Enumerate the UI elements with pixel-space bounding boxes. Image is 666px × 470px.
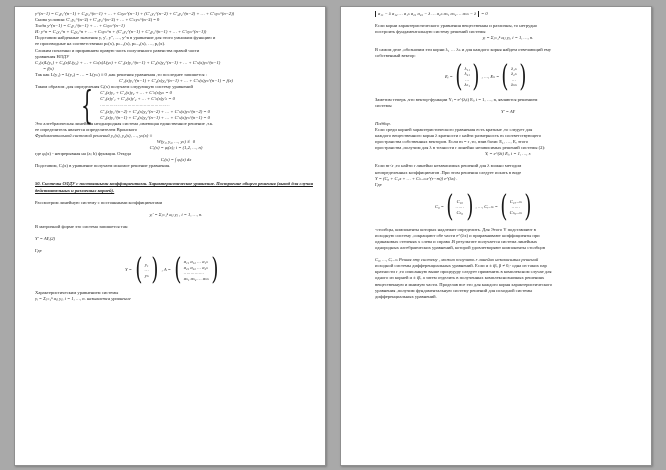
- system-row: ……………………………………………: [100, 102, 170, 108]
- text-powers: одинаковых степенях x слева и справа .В результате получается система линейных: [375, 238, 538, 244]
- text-multiple-roots: Если среди корней характеристического уравнения есть кратные ,то следует для: [375, 126, 533, 132]
- c-columns-formula: C₀ = ( C₁₀ …… Cₙ₀ ) , …, Cᵣ₋ₘ = ( C₁,ᵣ₋ₘ …… Cₙ,ᵣ₋ₘ ): [435, 188, 532, 224]
- formula-y-n-1-expanded: y^(n−1) = C₁y₁^(n−1) + C₂y₂^(n−1) + … + Cₙyₙ^(n−1) + (C′₁y₁^(n−2) + C′₂y₂^(n−2) + … + C′ₙyₙ^(n−2)): [35, 11, 235, 16]
- text-derivatives: ее производные на соответственно pₙ(x), pₙ₋₁(x), pₙ₋₂(x), …, p₁(x).: [35, 41, 166, 47]
- text-phi-continuous: где φᵢ(x) - непрерывная на (a; b) функция. Откуда: [35, 151, 132, 157]
- text-selection: Подбор.: [375, 120, 391, 126]
- formula-sum-L: C₁(x)L(y₁) + C₂(x)L(y₂) + … + Cₙ(x)L(yₙ) + C′₁(x)y₁^(n−1) + C′₂(x)y₂^(n−1) + … + C′ₙ(x)yₙ^(n−1): [35, 59, 221, 65]
- formula-matrix-eq: Y′ = AY,(2): [35, 235, 56, 241]
- vector-entry: ……: [511, 204, 520, 210]
- vector-entry: C₁₀: [456, 198, 463, 204]
- formula-c-prime-phi: C′ᵢ(x) = φᵢ(x); i = (1,2, …, n): [149, 145, 203, 151]
- text-consider-system: Рассмотрим линейную систему с постоянными коэффициентами: [35, 199, 163, 205]
- vector-entry: λ₁ₙ: [511, 65, 517, 71]
- text-denote-roots: В самом деле ,обозначим эти корни λ₁ … λₙ и для каждого корня найдем отвечающий ему: [375, 47, 552, 53]
- vector-entry: λ₁₁: [464, 65, 470, 71]
- e-dots: , …, Eₙ =: [481, 73, 500, 79]
- text-where: Где: [35, 248, 42, 253]
- vector-entry: …: [465, 76, 470, 82]
- matrix-row: ……………: [183, 270, 205, 276]
- system-row: C′₁(x)y₁^(n−1) + C′₂(x)y₂^(n−1) + … + C′ₙ(x)yₙ^(n−1) = 0: [100, 114, 210, 120]
- section-heading-50: 50. Системы ОЛДУ с постоянными коэффициентами. Характеристическое уравнение. Построение общего решения (вывод для случая действительных и различных корней).: [35, 181, 313, 193]
- formula-c-integral: Cᵢ(x) = ∫ φᵢ(x) dx: [160, 157, 192, 163]
- text-build-fundamental: построить фундаментальную систему решений системы: [375, 29, 486, 35]
- text-independent-solutions: пространства ,получим для λ в точности r линейно независимых решений системы (2):: [375, 145, 546, 151]
- formula-y-n-1: Тогда y^(n−1) = C₁y₁^(n−1) + … + Cₙyₙ^(n−1): [35, 23, 125, 29]
- formula-y-poly: Y = (C₀ + C₁x + … + Cₙ₋ₘx^(r−m)) e^(λx) .: [375, 175, 458, 181]
- text-wronskian: ее определитель является определителем Вронского: [35, 126, 138, 132]
- text-fundamental-final: уравнения ,получим фундаментальную систему решений для исходной системы: [375, 287, 533, 293]
- text-diff-eq: дифференциальных уравнений.: [375, 293, 437, 299]
- matrix-row: a₂₁ a₂₂ … a₂ₙ: [183, 264, 208, 270]
- system-row: C′₁(x)y₁ + C′₂(x)y₂ + … + C′ₙ(x)yₙ = 0: [100, 90, 172, 96]
- text-system: системы: [375, 102, 392, 108]
- text-algebraic: Это алгебраическая линейная неоднородная система ,имеющая единственное решение ,т.к.: [35, 120, 214, 126]
- condition-line: Снова условия: C′₁y₁^(n−2) + C′₂y₂^(n−2) + … + C′ₙyₙ^(n−2) = 0: [35, 17, 160, 23]
- text-fundamental: Фундаментальной системой решений y₁(x), y₂(x), …, yₙ(x) ≡: [35, 132, 153, 138]
- vector-entry: λₙₙ: [511, 82, 517, 88]
- vector-entry: λₙ₁: [464, 82, 470, 88]
- formula-y-i-e: Yᵢ = e^(λt) Eᵢ, i = 1, …, r.: [484, 151, 532, 157]
- determinant-row: a₁₁ − λ a₁₂ … a₁ₙ: [378, 11, 410, 17]
- text-eigenvector: собственный вектор:: [375, 53, 416, 59]
- formula-eq-f: = f(x): [43, 65, 54, 71]
- text-vector-functions: Заметим теперь ,что вектор-функции Yᵢ = e^(λᵢt) Eᵢ, i = 1, …, n, являются решением: [375, 96, 538, 102]
- text-multiplicity: каждого вещественного корня λ кратности r найти размерность m соответствующего: [375, 133, 542, 139]
- vector-entry: yₙ: [144, 272, 149, 278]
- text-substitute-c: Подставим, Cᵢ(x) в уравнение получаем искомое решение уравнения.: [35, 163, 171, 169]
- matrix-row: aₙ₁ aₙ₂ … aₙₙ: [183, 275, 209, 281]
- text-reduce: исходную систему ,сокращают обе части e^(λx) и приравнивают коэффициенты при: [375, 232, 540, 238]
- system-row: C′₁(x)y₁^(n−2) + C′₂(x)y₂^(n−2) + … + C′ₙ(x)yₙ^(n−2) = 0: [100, 108, 210, 114]
- e-label: Eᵢ =: [445, 73, 453, 79]
- text-char-eq-called: yᵢ = Σⱼ₌₁ⁿ aᵢⱼ yⱼ, i = 1, …, n. называется уравнение: [35, 296, 131, 302]
- vector-entry: C₁,ᵣ₋ₘ: [509, 198, 522, 204]
- system-row: C′₁(x)y′₁ + C′₂(x)y′₂ + … + C′ₙ(x)y′ₙ = 0: [100, 96, 175, 102]
- vector-entry: Cₙ₀: [456, 209, 463, 215]
- formula-y-prime-ay: Y′ = AY: [501, 108, 515, 114]
- system-brace: {: [81, 83, 94, 128]
- text-substitute: Подставим найденные значения y, y′, y″, …, y^n в уравнение для этого умножим функцию и: [35, 35, 216, 41]
- text-separate: одного из корней α ± iβ, а затем отделить в полученных комплекснозначных решениях: [375, 275, 545, 281]
- text-since-L: Так как L(y₁) = L(y₂) = … = L(yₙ) ≡ 0 ,как решения уравнения ,то последнее запишется :: [35, 71, 207, 77]
- text-homogeneous: однородных алгебраических уравнений, которой удовлетворяют компоненты столбцов: [375, 245, 546, 251]
- text-matrix-form: В матричной форме это система запишется так:: [35, 223, 129, 229]
- determinant-equals: = 0: [481, 11, 488, 16]
- text-nlde: уравнения НЛДУ: [35, 53, 70, 59]
- text-complex-pair: исходной системы дифференциальных уравнений. Если α ± iβ, β ≠ 0,- одна из таких пар: [375, 263, 547, 269]
- document-page-left: [14, 6, 326, 466]
- vector-entry: …: [511, 76, 516, 82]
- formula-wronskian: W(y₁, y₂, …, yₙ) ≢ 0: [156, 138, 196, 144]
- vector-entry: λ₂ₙ: [511, 71, 517, 77]
- text-procedure: кратности r ,то описанную выше процедуру следует применить в комплексном случае для: [375, 269, 552, 275]
- vector-entry: ……: [455, 204, 464, 210]
- text-solving: C₀, …, Cᵣ₋ₘ Решая эту систему , можно получить r линейно независимых решений: [375, 257, 539, 263]
- vector-entry: …: [144, 267, 149, 273]
- a-matrix: ( a₁₁ a₁₂ … a₁ₙ a₂₁ a₂₂ … a₂ₙ …………… aₙ₁ aₙ₂ … aₙₙ ): [174, 252, 219, 288]
- formula-system-sum-right: yᵢ = Σⱼ₌₁ⁿ aᵢⱼ yⱼ, i = 1, …, n.: [482, 35, 534, 41]
- formula-y-a-defs: Y = ( y₁ … yₙ ) , A = ( a₁₁ a₁₂ … a₁ₙ a₂₁ a₂₂ … a₂ₙ …………… aₙ₁ aₙ₂ … aₙₙ ): [125, 256, 317, 284]
- formula-c-prime-sum: C′₁(x)y₁^(n−1) + C′₂(x)y₂^(n−1) + … + C′ₙ(x)yₙ^(n−1) = f(x): [119, 78, 233, 84]
- c-label: C₀ =: [435, 203, 444, 209]
- vector-entry: Cₙ,ᵣ₋ₘ: [509, 209, 523, 215]
- text-char-eq: Характеристическим уравнением системы: [35, 290, 119, 296]
- text-real-imag: вещественную и мнимую части. Проделав все это для каждого корня характеристического: [375, 281, 553, 287]
- matrix-row: a₁₁ a₁₂ … a₁ₙ: [183, 259, 208, 265]
- vector-entry: λ₂₁: [464, 71, 470, 77]
- text-undetermined-coeffs: неопределенных коэффициентов .При этом решения следует искать в виде: [375, 169, 522, 175]
- formula-y-n: И: y^n = C₁y₁^n + C₂y₂^n + … + Cₙyₙ^n + (C′₁y₁^(n−1) + C′₂y₂^(n−1) + … + C′ₙyₙ^(n−1)): [35, 29, 207, 35]
- determinant-row: a₂₁ a₂₂ − λ … a₂ₙ: [410, 11, 443, 17]
- text-where-right: Где: [375, 181, 382, 187]
- text-columns: -столбцы, компоненты которых надлежит определить. Для Этого Y подставляют в: [375, 226, 536, 232]
- eigenvectors-formula: Eᵢ = ( λ₁₁ λ₂₁ … λₙ₁ ) , …, Eₙ = ( λ₁ₙ λ₂ₙ … λₙₙ ): [445, 58, 527, 94]
- y-vector: ( y₁ … yₙ ): [135, 252, 159, 288]
- determinant-row: aₙ₁ aₙ₂ … aₙₙ − λ: [443, 11, 477, 17]
- text-m-less-r: Если m<r ,то найти r линейно независимых решений для λ можно методом: [375, 163, 522, 169]
- formula-system-sum: yᵢ′ = Σⱼ₌₁ⁿ aᵢⱼ yⱼ , i = 1, …, n.: [149, 211, 203, 217]
- text-real-roots: Если корни характеристического уравнения вещественны и различны, то нетрудно: [375, 23, 538, 29]
- vector-entry: y₁: [144, 261, 149, 267]
- document-page-right: [340, 6, 652, 466]
- text-space-eigen: пространства собственных векторов. Если m = r ,то, взяв базис E₁, …, Eᵣ этого: [375, 139, 529, 145]
- text-sum: Сложим почленно и приравняем правую часть полученного равенства правой части: [35, 47, 200, 53]
- c-dots: , …, Cᵣ₋ₘ =: [475, 203, 498, 209]
- text-thus-system: Таким образом ,для определения Cᵢ(x) получаем следующую систему уравнений: [35, 84, 193, 90]
